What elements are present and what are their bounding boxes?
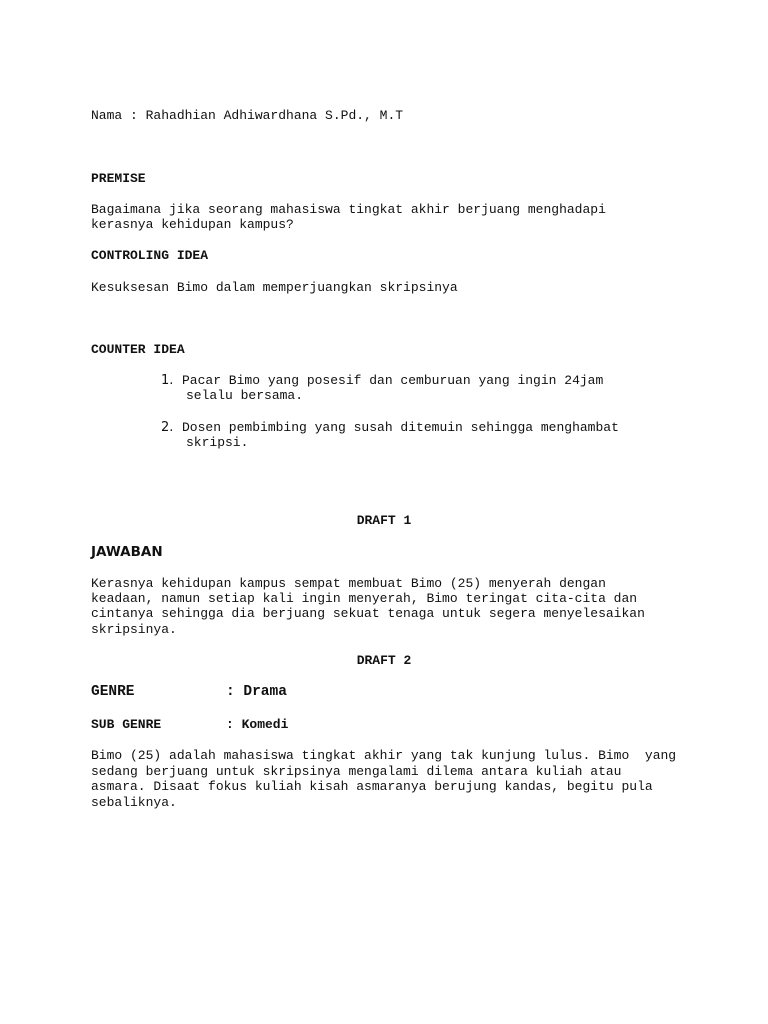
list-item-line-1: Pacar Bimo yang posesif dan cemburuan yang ingin 24jam (182, 373, 604, 388)
genre-value: : Drama (226, 684, 287, 700)
list-item-number: 2. (161, 420, 174, 435)
list-item-line-1: Dosen pembimbing yang susah ditemuin sehingga menghambat (182, 420, 619, 435)
draft1-text-line-1: Kerasnya kehidupan kampus sempat membuat Bimo (25) menyerah dengan (91, 576, 606, 591)
premise-text-line-2: kerasnya kehidupan kampus? (91, 217, 294, 232)
premise-heading: PREMISE (91, 171, 146, 186)
draft1-text-line-2: keadaan, namun setiap kali ingin menyerah, Bimo teringat cita-cita dan (91, 591, 638, 606)
subgenre-value: : Komedi (226, 717, 289, 732)
draft2-text-line-2: sedang berjuang untuk skripsinya mengalami dilema antara kuliah atau (91, 764, 622, 779)
draft2-heading: DRAFT 2 (356, 653, 412, 668)
list-item-line-2: skripsi. (186, 435, 249, 450)
controlling-idea-heading: CONTROLING IDEA (91, 248, 209, 263)
draft2-text-line-1: Bimo (25) adalah mahasiswa tingkat akhir yang tak kunjung lulus. Bimo yang (91, 748, 677, 763)
draft2-text-line-4: sebaliknya. (91, 795, 177, 810)
premise-text-line-1: Bagaimana jika seorang mahasiswa tingkat akhir berjuang menghadapi (91, 202, 606, 217)
list-item-line-2: selalu bersama. (186, 388, 304, 403)
draft1-heading: DRAFT 1 (356, 513, 412, 528)
list-item-number: 1. (161, 373, 174, 388)
author-name-line: Nama : Rahadhian Adhiwardhana S.Pd., M.T (91, 108, 404, 123)
draft2-text-line-3: asmara. Disaat fokus kuliah kisah asmaranya berujung kandas, begitu pula (91, 779, 653, 794)
draft1-text-line-4: skripsinya. (91, 622, 177, 637)
controlling-idea-text: Kesuksesan Bimo dalam memperjuangkan skripsinya (91, 280, 458, 295)
draft1-subheading: JAWABAN (91, 544, 163, 560)
subgenre-label: SUB GENRE (91, 717, 162, 732)
genre-label: GENRE (91, 684, 135, 700)
counter-idea-heading: COUNTER IDEA (91, 342, 185, 357)
draft1-text-line-3: cintanya sehingga dia berjuang sekuat tenaga untuk segera menyelesaikan (91, 606, 645, 621)
